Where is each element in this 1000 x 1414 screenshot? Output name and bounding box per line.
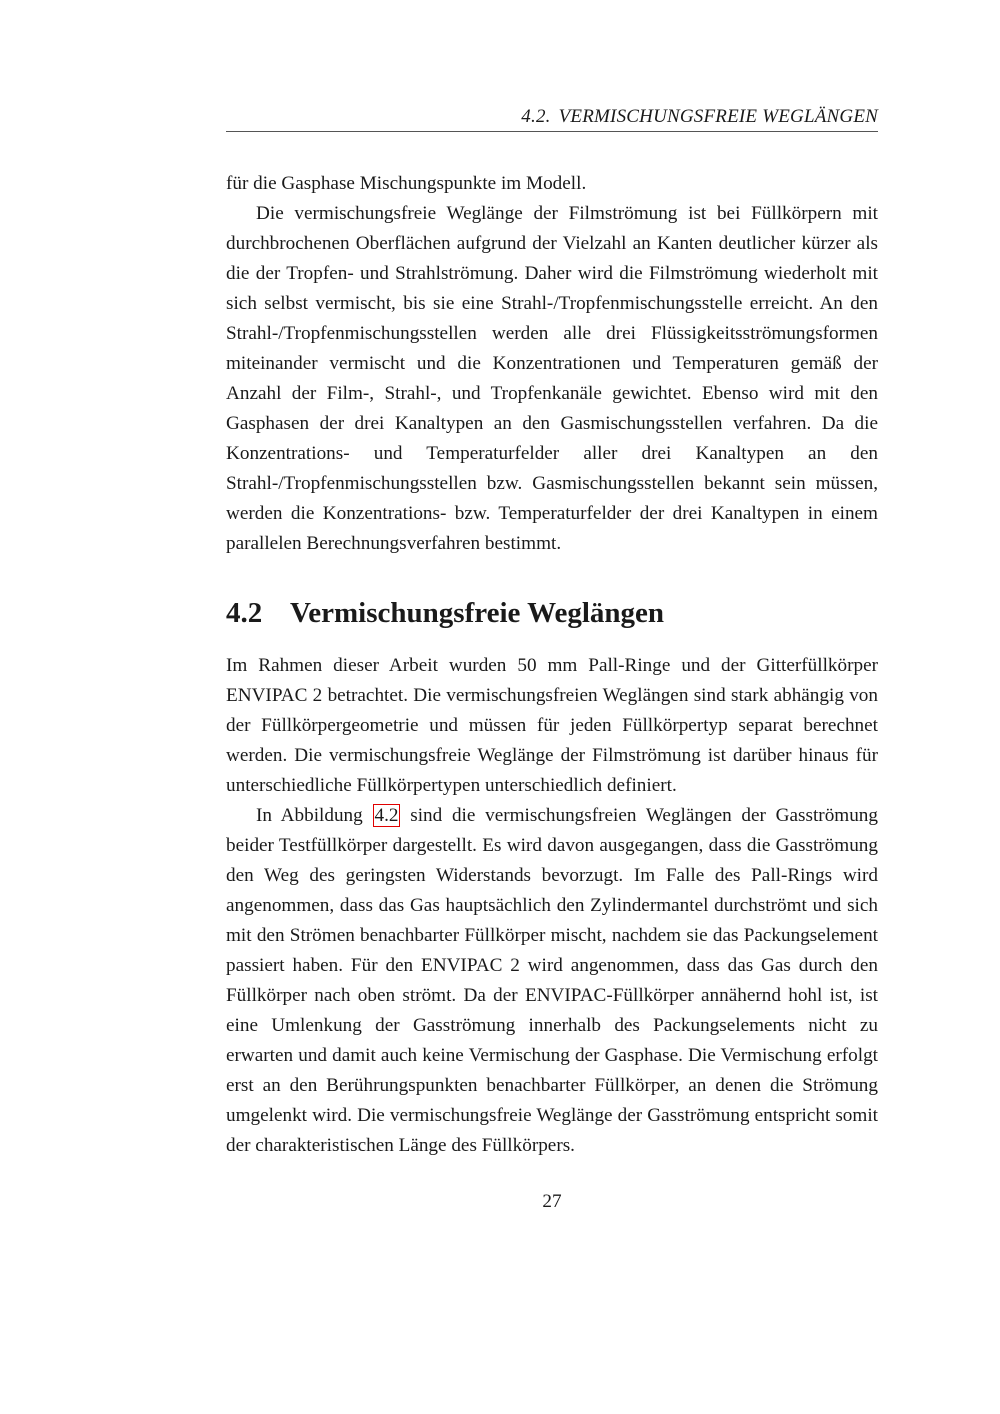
page-number: 27 bbox=[542, 1191, 562, 1212]
running-head bbox=[226, 104, 878, 132]
page bbox=[226, 0, 878, 1414]
section-number: 4.2 bbox=[226, 597, 263, 629]
paragraph-gas-flow-lead: In Abbildung bbox=[256, 805, 373, 826]
section-heading bbox=[226, 595, 878, 631]
paragraph-scope: Im Rahmen dieser Arbeit wurden 50 mm Pall-Ringe und der Gitterfüllkörper ENVIPAC 2 betrachtet. Die vermischungsfreien Weglängen sind stark abhängig von der Füllkörpergeometrie und müssen für jeden Füllkörpertyp separat berechnet werden. Die vermischungsfreie Weglänge der Filmströmung ist darüber hinaus für unterschiedliche Füllkörpertypen unterschiedlich definiert. bbox=[226, 655, 878, 796]
paragraph-continuation: für die Gasphase Mischungspunkte im Modell. bbox=[226, 173, 587, 194]
paragraph-gas-flow bbox=[226, 801, 878, 1161]
running-head-number: 4.2. bbox=[521, 106, 551, 127]
body-text bbox=[226, 169, 878, 1161]
paragraph-film-flow: Die vermischungsfreie Weglänge der Filmströmung ist bei Füllkörpern mit durchbrochenen Oberflächen aufgrund der Vielzahl an Kanten deutlicher kürzer als die der Tropfen- und Strahlströmung. Daher wird die Filmströmung wiederholt mit sich selbst vermischt, bis sie eine Strahl-/Tropfenmischungsstelle erreicht. An den Strahl-/Tropfenmischungsstellen werden alle drei Flüssigkeitsströmungsformen miteinander vermischt und die Konzentrationen und Temperaturen gemäß der Anzahl der Film-, Strahl-, und Tropfenkanäle gewichtet. Ebenso wird mit den Gasphasen der drei Kanaltypen an den Gasmischungsstellen verfahren. Da die Konzentrations- und Temperaturfelder aller drei Kanaltypen an den Strahl-/Tropfenmischungsstellen bzw. Gasmischungsstellen bekannt sein müssen, werden die Konzentrations- bzw. Temperaturfelder der drei Kanaltypen in einem parallelen Berechnungsverfahren bestimmt. bbox=[226, 203, 878, 554]
running-head-title: VERMISCHUNGSFREIE WEGLÄNGEN bbox=[558, 106, 878, 127]
section-title: Vermischungsfreie Weglängen bbox=[290, 597, 665, 629]
figure-reference-link[interactable]: 4.2 bbox=[374, 805, 399, 826]
paragraph-gas-flow-body: sind die vermischungsfreien Weglängen der Gasströmung beider Testfüllkörper dargestellt. Es wird davon ausgegangen, dass die Gasströmung den Weg des geringsten Widerstands bevorzugt. Im Falle des Pall-Rings wird angenommen, dass das Gas hauptsächlich den Zylindermantel durchströmt und sich mit den Strömen benachbarter Füllkörper mischt, nachdem sie das Packungselement passiert haben. Für den ENVIPAC 2 wird angenommen, dass das Gas durch den Füllkörper nach oben strömt. Da der ENVIPAC-Füllkörper annähernd hohl ist, ist eine Umlenkung der Gasströmung innerhalb des Packungselements nicht zu erwarten und damit auch keine Vermischung der Gasphase. Die Vermischung erfolgt erst an den Berührungspunkten benachbarter Füllkörper, an denen die Strömung umgelenkt wird. Die vermischungsfreie Weglänge der Gasströmung entspricht somit der charakteristischen Länge des Füllkörpers. bbox=[226, 805, 878, 1156]
